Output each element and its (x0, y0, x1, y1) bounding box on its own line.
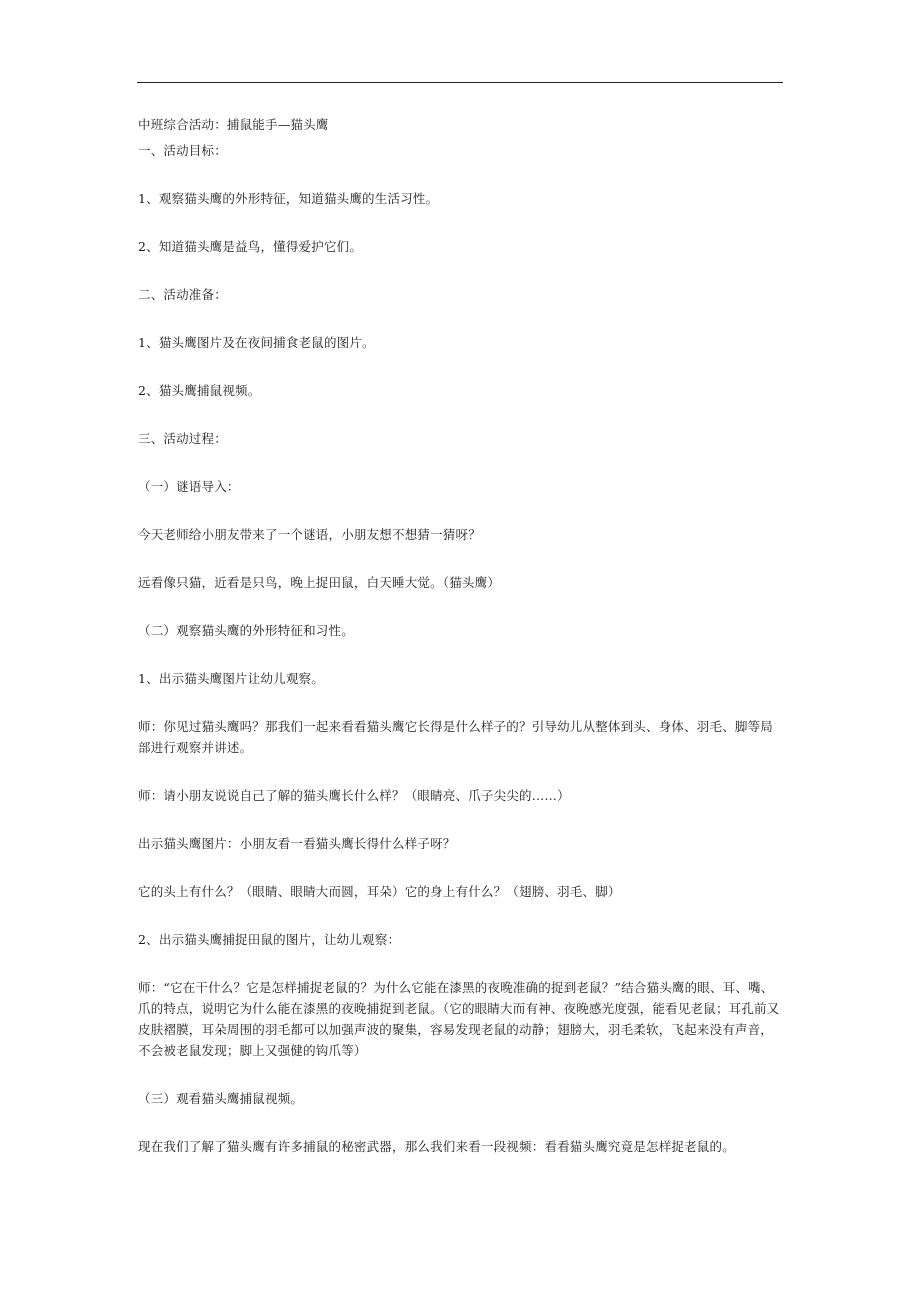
prep-item-2: 2、猫头鹰捕鼠视频。 (138, 383, 261, 398)
section-heading-goals: 一、活动目标： (138, 143, 227, 158)
paragraph-observe-2: 师：请小朋友说说自己了解的猫头鹰长什么样？（眼睛亮、爪子尖尖的……） (138, 788, 570, 803)
paragraph-observe-4: 它的头上有什么？（眼睛、眼睛大而圆，耳朵）它的身上有什么？（翅膀、羽毛、脚） (138, 884, 621, 899)
step-heading-video: （三）观看猫头鹰捕鼠视频。 (138, 1091, 304, 1106)
prep-item-1: 1、猫头鹰图片及在夜间捕食老鼠的图片。 (138, 335, 375, 350)
section-heading-preparation: 二、活动准备： (138, 287, 227, 302)
paragraph-riddle-intro: 今天老师给小朋友带来了一个谜语，小朋友想不想猜一猜呀？ (138, 527, 481, 542)
step-heading-riddle: （一）谜语导入： (138, 479, 240, 494)
section-heading-process: 三、活动过程： (138, 431, 227, 446)
paragraph-video: 现在我们了解了猫头鹰有许多捕鼠的秘密武器，那么我们来看一段视频：看看猫头鹰究竟是怎样捉老鼠的。 (138, 1139, 735, 1154)
paragraph-riddle: 远看像只猫，近看是只鸟，晚上捉田鼠，白天睡大觉。（猫头鹰） (138, 575, 501, 590)
goal-item-1: 1、观察猫头鹰的外形特征，知道猫头鹰的生活习性。 (138, 191, 439, 206)
paragraph-observe-5: 师：“它在干什么？它是怎样捕捉老鼠的？为什么它能在漆黑的夜晚准确的捉到老鼠？”结合猫头鹰的眼、耳、嘴、爪的特点，说明它为什么能在漆黑的夜晚捕捉到老鼠。（它的眼睛大而有神、夜晚感光度强，能看见老鼠；耳孔前又皮肤褶膜，耳朵周围的羽毛都可以加强声波的聚集，容易发现老鼠的动静；翅膀大，羽毛柔软，飞起来没有声音，不会被老鼠发现；脚上又强健的钩爪等） (138, 980, 780, 1058)
observe-item-2: 2、出示猫头鹰捕捉田鼠的图片，让幼儿观察： (138, 932, 401, 947)
document-title: 中班综合活动：捕鼠能手—猫头鹰 (138, 117, 329, 132)
goal-item-2: 2、知道猫头鹰是益鸟，懂得爱护它们。 (138, 239, 363, 254)
paragraph-observe-3: 出示猫头鹰图片：小朋友看一看猫头鹰长得什么样子呀？ (138, 836, 456, 851)
observe-item-1: 1、出示猫头鹰图片让幼儿观察。 (138, 671, 324, 686)
paragraph-observe-1: 师：你见过猫头鹰吗？那我们一起来看看猫头鹰它长得是什么样子的？引导幼儿从整体到头、身体、羽毛、脚等局部进行观察并讲述。 (138, 719, 774, 755)
document-body (138, 114, 784, 1157)
header-rule (137, 82, 783, 83)
step-heading-observe: （二）观察猫头鹰的外形特征和习性。 (138, 623, 354, 638)
